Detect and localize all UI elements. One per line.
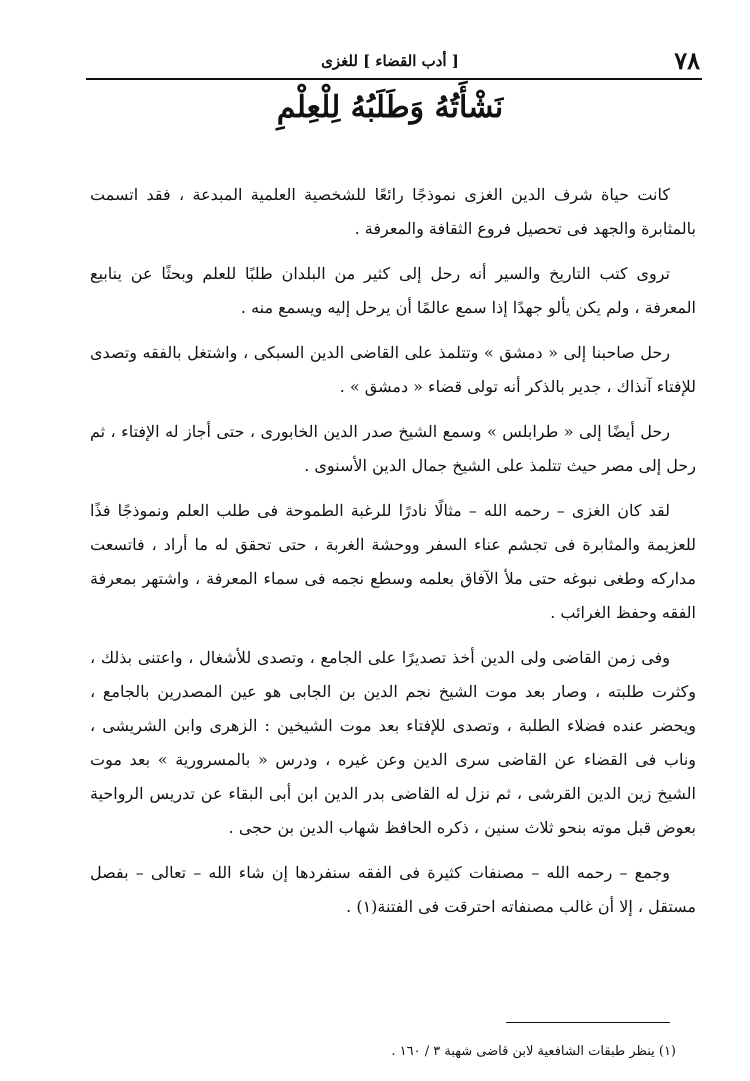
paragraph: رحل صاحبنا إلى « دمشق » وتتلمذ على القاضى الدين السبكى ، واشتغل بالفقه وتصدى للإفتاء آنذاك ، جدير بالذكر أنه تولى قضاء « دمشق » . [90,343,696,396]
section-title: نَشْأَتُهُ وَطَلَبُهُ لِلْعِلْمِ [276,90,504,125]
paragraph: كانت حياة شرف الدين الغزى نموذجًا رائعًا للشخصية العلمية المبدعة ، فقد اتسمت بالمثابرة والجهد فى تحصيل فروع الثقافة والمعرفة . [90,185,696,238]
paragraph: رحل أيضًا إلى « طرابلس » وسمع الشيخ صدر الدين الخابورى ، حتى أجاز له الإفتاء ، ثم رحل إلى مصر حيث تتلمذ على الشيخ جمال الدين الأسنوى . [90,422,696,475]
page-number: ٧٨ [674,46,700,75]
running-head: [ أدب القضاء ] للغزى [321,52,459,70]
body-text [90,178,696,935]
paragraph: وجمع – رحمه الله – مصنفات كثيرة فى الفقه سنفردها إن شاء الله – تعالى – بفصل مستقل ، إلا أن غالب مصنفاته احترقت فى الفتنة(١) . [90,863,696,916]
page-header [80,42,700,82]
paragraph: تروى كتب التاريخ والسير أنه رحل إلى كثير من البلدان طلبًا للعلم وبحثًا عن ينابيع المعرفة ، ولم يكن يألو جهدًا إذا سمع عالمًا أن يرحل إليه ويسمع منه . [90,264,696,317]
paragraph: لقد كان الغزى – رحمه الله – مثالًا نادرًا للرغبة الطموحة فى طلب العلم ونموذجًا فذًا للعزيمة والمثابرة فى تجشم عناء السفر ووحشة الغربة ، حتى تحقق له ما أراد ، فاتسعت مداركه وطغى نبوغه حتى ملأ الآفاق بعلمه وسطع نجمه فى سماء المعرفة ، واشتهر بمعرفة الفقه وحفظ الغرائب . [90,501,696,622]
footnote: (١) ينظر طبقات الشافعية لابن قاضى شهبة ٣ / ١٦٠ . [391,1044,676,1059]
paragraph: وفى زمن القاضى ولى الدين أخذ تصديرًا على الجامع ، وتصدى للأشغال ، واعتنى بذلك ، وكثرت طلبته ، وصار بعد موت الشيخ نجم الدين بن الجابى هو عين المصدرين بالجامع ، ويحضر عنده فضلاء الطلبة ، وتصدى للإفتاء بعد موت الشيخين : الزهرى وابن الشريشى ، وناب فى القضاء عن القاضى سرى الدين وعن غيره ، ودرس « بالمسرورية » بعد موت الشيخ زين الدين القرشى ، ثم نزل له القاضى بدر الدين ابن أبى البقاء عن تدريس الرواحية بعوض قبل موته بنحو ثلاث سنين ، ذكره الحافظ شهاب الدين بن حجى . [90,648,697,837]
header-rule [86,78,702,80]
footnote-rule [506,1022,670,1023]
